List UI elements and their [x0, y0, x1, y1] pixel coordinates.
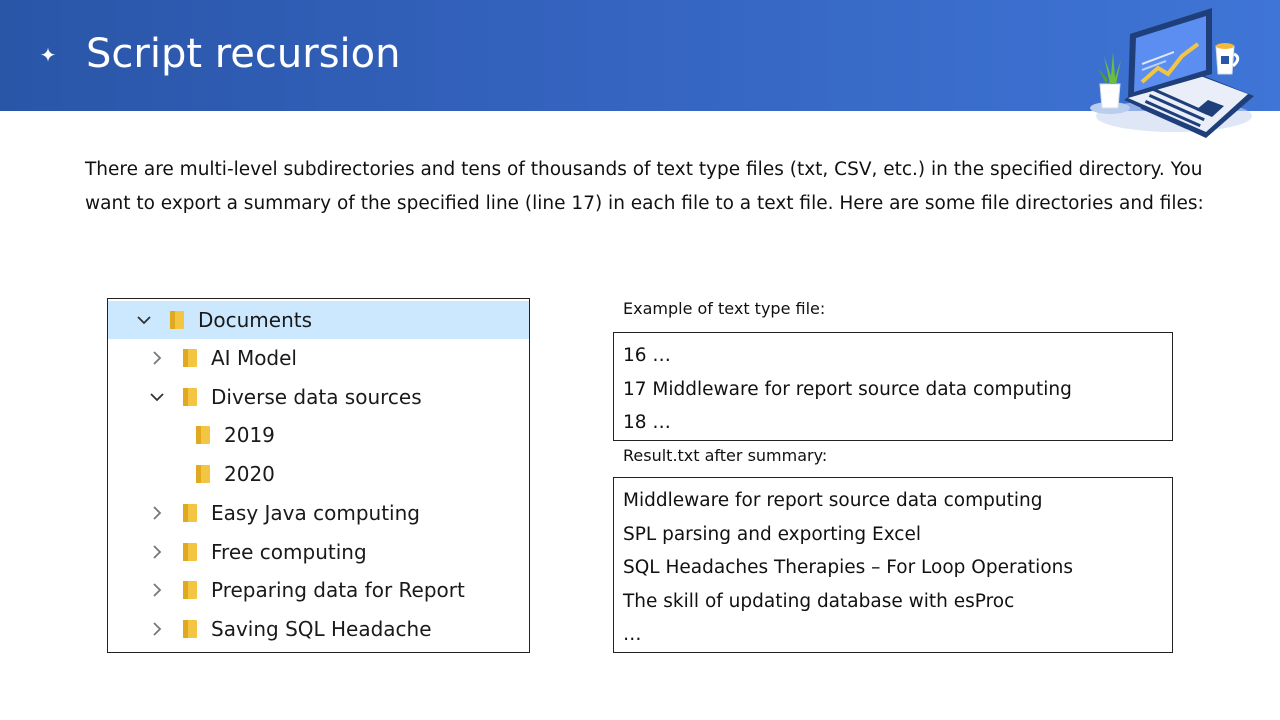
star-icon: ✦	[39, 43, 57, 67]
tree-item-label: 2020	[224, 462, 275, 486]
tree-item-ai-model[interactable]	[108, 339, 529, 377]
chevron-right-icon[interactable]	[149, 350, 165, 366]
tree-item-label: 2019	[224, 423, 275, 447]
result-line: SQL Headaches Therapies – For Loop Operations	[623, 557, 1073, 578]
tree-item-diverse-data-sources[interactable]	[108, 378, 529, 416]
folder-icon	[194, 464, 212, 484]
tree-item-label: Free computing	[211, 540, 367, 564]
result-line: Middleware for report source data computing	[623, 490, 1043, 511]
folder-icon	[181, 387, 199, 407]
example-file-box	[613, 332, 1173, 441]
folder-icon	[181, 503, 199, 523]
tree-item-saving-sql-headache[interactable]	[108, 610, 529, 648]
folder-icon	[181, 542, 199, 562]
tree-item-label: Diverse data sources	[211, 385, 422, 409]
chevron-right-icon[interactable]	[149, 544, 165, 560]
laptop-illustration-icon	[1084, 4, 1260, 142]
intro-line: want to export a summary of the specified line (line 17) in each file to a text file. Here are some file directories and files:	[85, 193, 1204, 214]
folder-icon	[194, 425, 212, 445]
tree-item-2019[interactable]	[108, 416, 529, 454]
tree-item-easy-java-computing[interactable]	[108, 494, 529, 532]
chevron-right-icon[interactable]	[149, 621, 165, 637]
example-line: 16 …	[623, 345, 671, 366]
folder-icon	[181, 619, 199, 639]
tree-item-free-computing[interactable]	[108, 533, 529, 571]
result-file-box	[613, 477, 1173, 653]
tree-item-label: Easy Java computing	[211, 501, 420, 525]
title-banner	[0, 0, 1280, 111]
example-caption: Example of text type file:	[623, 299, 826, 318]
example-line: 18 …	[623, 412, 671, 433]
result-line: The skill of updating database with esProc	[623, 591, 1015, 612]
result-line: …	[623, 624, 642, 645]
tree-item-label: AI Model	[211, 346, 297, 370]
folder-icon	[181, 348, 199, 368]
slide-title: Script recursion	[86, 31, 401, 77]
tree-item-2020[interactable]	[108, 455, 529, 493]
folder-icon	[168, 310, 186, 330]
chevron-right-icon[interactable]	[149, 582, 165, 598]
chevron-right-icon[interactable]	[149, 505, 165, 521]
chevron-down-icon[interactable]	[136, 312, 152, 328]
example-line: 17 Middleware for report source data computing	[623, 379, 1072, 400]
intro-paragraph	[85, 153, 1204, 221]
result-line: SPL parsing and exporting Excel	[623, 524, 922, 545]
tree-item-preparing-data-for-report[interactable]	[108, 571, 529, 609]
file-tree-panel	[107, 298, 530, 653]
folder-icon	[181, 580, 199, 600]
intro-line: There are multi-level subdirectories and tens of thousands of text type files (txt, CSV, etc.) in the specified directory. You	[85, 159, 1203, 180]
tree-item-label: Preparing data for Report	[211, 578, 465, 602]
chevron-down-icon[interactable]	[149, 389, 165, 405]
tree-item-label: Documents	[198, 308, 313, 332]
tree-item-documents[interactable]	[108, 301, 529, 339]
result-caption: Result.txt after summary:	[623, 446, 828, 465]
tree-item-label: Saving SQL Headache	[211, 617, 432, 641]
